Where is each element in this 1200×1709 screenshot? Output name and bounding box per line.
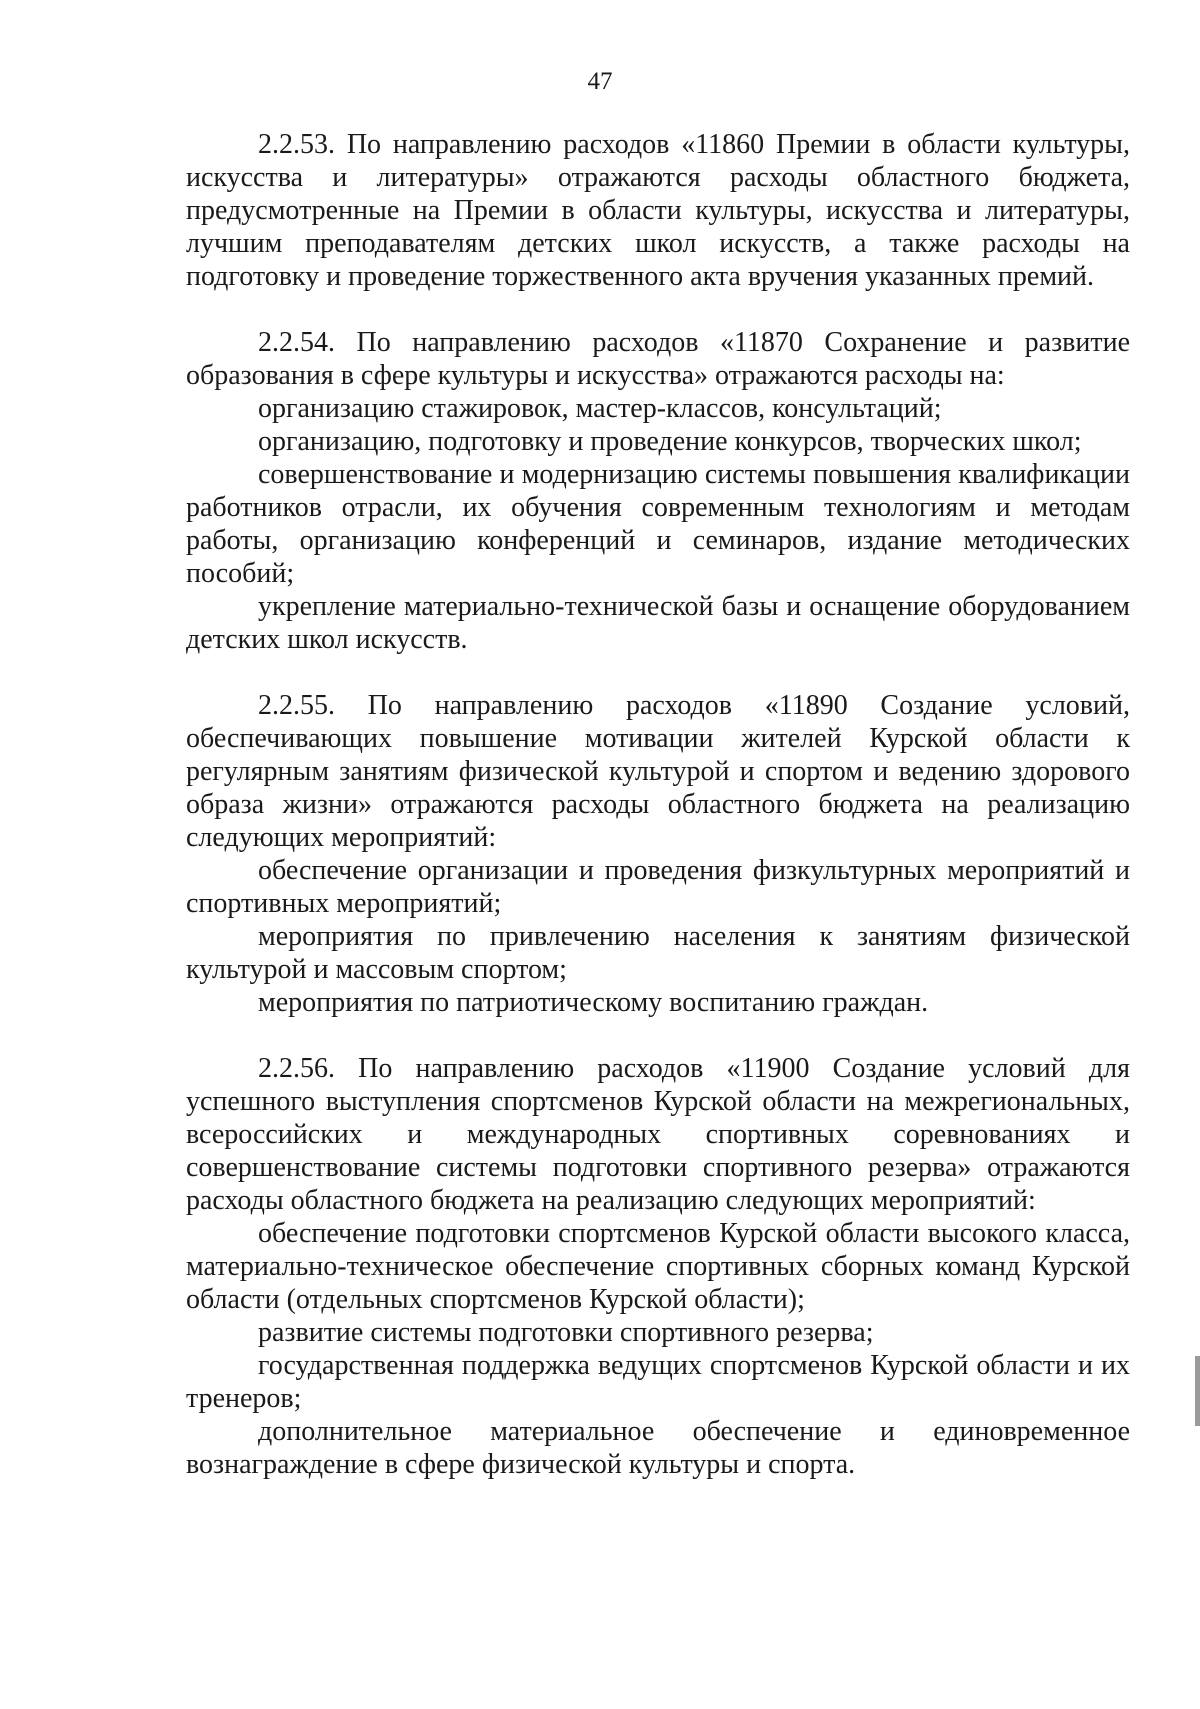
list-item: организацию, подготовку и проведение конкурсов, творческих школ; bbox=[258, 426, 1082, 457]
paragraph-2-2-54: 2.2.54. По направлению расходов «11870 Сохранение и развитие образования в сфере культуры и искусства» отражаются расходы на: bbox=[186, 327, 1130, 391]
paragraph-2-2-53: 2.2.53. По направлению расходов «11860 Премии в области культуры, искусства и литературы» отражаются расходы областного бюджета, предусмотренные на Премии в области культуры, искусства и литературы, лучшим преподавателям детских школ искусств, а также расходы на подготовку и проведение торжественного акта вручения указанных премий. bbox=[186, 129, 1130, 292]
page-number: 47 bbox=[587, 68, 613, 95]
list-item: совершенствование и модернизацию системы повышения квалификации работников отрасли, их обучения современным технологиям и методам работы, организацию конференций и семинаров, издание методических пособий; bbox=[186, 459, 1130, 589]
list-item: укрепление материально-технической базы и оснащение оборудованием детских школ искусств. bbox=[186, 591, 1130, 655]
paragraph-2-2-56: 2.2.56. По направлению расходов «11900 Создание условий для успешного выступления спортсменов Курской области на межрегиональных, всероссийских и международных спортивных соревнованиях и совершенствование системы подготовки спортивного резерва» отражаются расходы областного бюджета на реализацию следующих мероприятий: bbox=[186, 1053, 1130, 1216]
list-item: организацию стажировок, мастер-классов, консультаций; bbox=[258, 393, 942, 424]
paragraph-2-2-55: 2.2.55. По направлению расходов «11890 Создание условий, обеспечивающих повышение мотивации жителей Курской области к регулярным занятиям физической культурой и спортом и ведению здорового образа жизни» отражаются расходы областного бюджета на реализацию следующих мероприятий: bbox=[186, 690, 1130, 853]
list-item: мероприятия по патриотическому воспитанию граждан. bbox=[258, 987, 929, 1018]
list-item: обеспечение организации и проведения физкультурных мероприятий и спортивных мероприятий; bbox=[186, 855, 1130, 919]
document-body bbox=[186, 128, 1130, 1481]
list-item: мероприятия по привлечению населения к занятиям физической культурой и массовым спортом; bbox=[186, 921, 1130, 985]
list-item: развитие системы подготовки спортивного резерва; bbox=[258, 1317, 874, 1348]
list-item: дополнительное материальное обеспечение и единовременное вознаграждение в сфере физической культуры и спорта. bbox=[186, 1416, 1130, 1480]
scan-edge-mark bbox=[1195, 1356, 1200, 1426]
list-item: государственная поддержка ведущих спортсменов Курской области и их тренеров; bbox=[186, 1350, 1130, 1414]
list-item: обеспечение подготовки спортсменов Курской области высокого класса, материально-техническое обеспечение спортивных сборных команд Курской области (отдельных спортсменов Курской области); bbox=[186, 1218, 1130, 1315]
